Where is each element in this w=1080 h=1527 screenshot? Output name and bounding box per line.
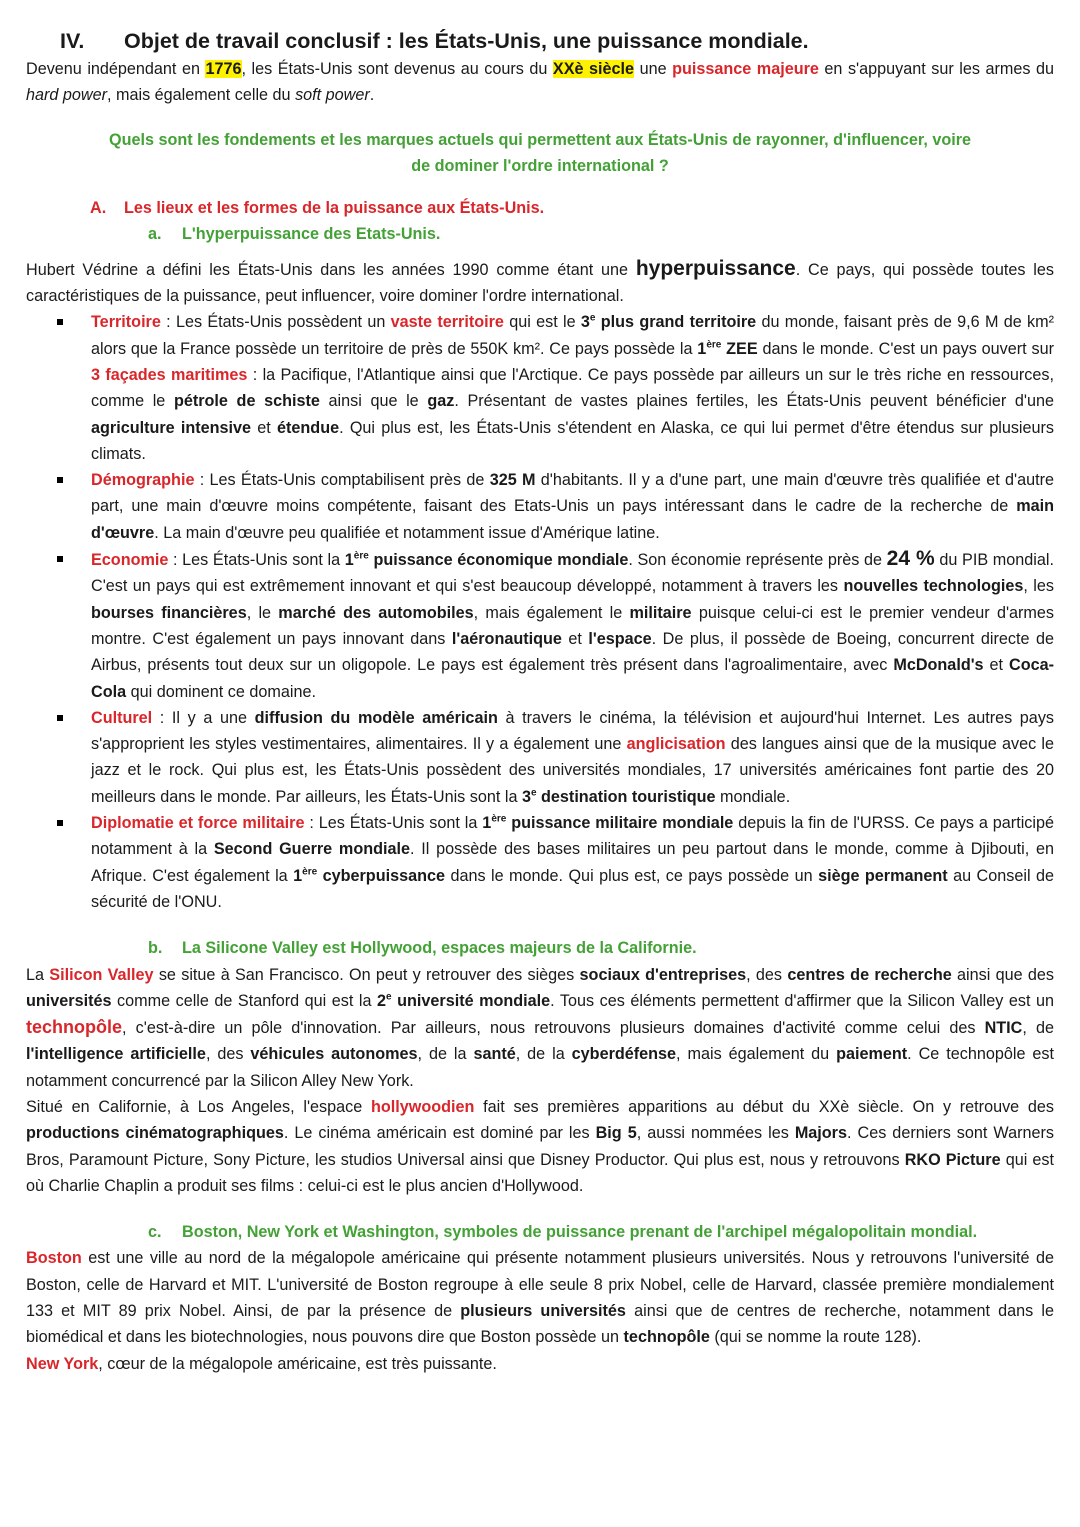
text: puisque celui-ci est le premier vendeur d'armes montre. C'est également un pays innovant dans xyxy=(91,603,1055,648)
keyword-red: anglicisation xyxy=(626,735,726,754)
keyword-bold: l'espace xyxy=(588,629,652,648)
text: qui est le xyxy=(503,313,581,332)
keyword-bold: l'aéronautique xyxy=(451,629,562,648)
text: université mondiale xyxy=(391,991,551,1010)
bullet-label: Culturel xyxy=(91,708,153,727)
keyword-red: puissance majeure xyxy=(672,60,819,78)
text: 1 xyxy=(697,339,707,358)
keyword-bold: militaire xyxy=(629,603,692,622)
text: puissance militaire mondiale xyxy=(506,814,734,833)
spacer xyxy=(26,915,1054,935)
text: comme celle de Stanford qui est la xyxy=(111,991,378,1010)
keyword-bold: marché des automobiles xyxy=(278,603,474,622)
text: . Présentant de vastes plaines fertiles, les États-Unis peuvent bénéficier d'une xyxy=(454,392,1054,411)
section-a-heading xyxy=(90,195,1054,221)
keyword-red: technopôle xyxy=(26,1017,123,1038)
text: dans le monde. C'est un pays ouvert sur xyxy=(757,339,1054,358)
keyword-bold xyxy=(377,992,550,1010)
text: La xyxy=(26,965,50,984)
keyword-red: New York xyxy=(26,1354,99,1373)
subsection-c-heading xyxy=(148,1219,1054,1245)
text: , c'est-à-dire un pôle d'innovation. Par ailleurs, nous retrouvons plusieurs domaines d'activité comme celui des xyxy=(122,1019,985,1038)
keyword-bold xyxy=(581,313,756,331)
keyword-bold: siège permanent xyxy=(818,866,948,885)
text: , mais également le xyxy=(473,603,630,622)
bullet-marker xyxy=(57,477,63,483)
bullet-marker xyxy=(57,319,63,325)
keyword-bold: RKO Picture xyxy=(904,1150,1001,1169)
superscript: e xyxy=(386,991,392,1003)
text: : Il y a une xyxy=(152,708,255,727)
text: d'habitants. Il y a d'une part, une main d'œuvre très qualifiée et d'autre part, une main d'œuvre moins compétente, faisant des Etats-Unis un pays intéressant dans le cadre de la recherche de xyxy=(91,471,1054,516)
bullet-marker xyxy=(57,556,63,562)
text: ainsi que de centres de recherche, notamment dans le biomédical et dans les biotechnologies, nous pouvons dire que Boston possède un xyxy=(26,1302,1054,1347)
keyword-bold: Majors xyxy=(794,1124,847,1143)
bullet-culturel xyxy=(26,705,1054,810)
text: ZEE xyxy=(721,339,758,358)
bullet-diplomatie xyxy=(26,810,1054,915)
bullet-territoire xyxy=(26,309,1054,467)
keyword-bold: sociaux d'entreprises xyxy=(579,965,747,984)
subsection-b-heading xyxy=(148,935,1054,961)
text: . La main d'œuvre peu qualifiée et notamment issue d'Amérique latine. xyxy=(154,523,660,542)
keyword-bold xyxy=(697,340,757,358)
text: , mais également celle du xyxy=(107,86,296,105)
keyword-bold: diffusion du modèle américain xyxy=(254,708,498,727)
text: , aussi nommées les xyxy=(636,1124,795,1143)
subsection-letter: a. xyxy=(148,225,162,244)
text: du monde, faisant près de 9,6 M de km² alors que la France possède un territoire de près de 550K km². Ce pays possède la xyxy=(91,313,1054,358)
text: . Son économie représente près de xyxy=(628,551,887,570)
keyword-bold xyxy=(482,814,733,832)
text: et xyxy=(251,418,278,437)
boston-paragraph xyxy=(26,1245,1054,1350)
keyword-red: Boston xyxy=(26,1249,82,1268)
text: , de la xyxy=(515,1045,572,1064)
superscript: ère xyxy=(353,550,369,562)
subsection-title: L'hyperpuissance des Etats-Unis. xyxy=(182,225,441,244)
text: , les xyxy=(1023,577,1054,596)
bullet-label: Economie xyxy=(91,551,169,570)
keyword-bold: paiement xyxy=(836,1045,908,1064)
keyword-bold: centres de recherche xyxy=(787,965,952,984)
keyword-big: hyperpuissance xyxy=(635,256,796,280)
keyword-bold: l'intelligence artificielle xyxy=(26,1045,206,1064)
text: Devenu indépendant en xyxy=(26,60,206,78)
keyword-bold xyxy=(293,867,445,885)
text: , les États-Unis sont devenus au cours du xyxy=(241,60,553,78)
text: . Ce pays, qui possède toutes les caractéristiques de la puissance, peut influencer, voire dominer l'ordre international. xyxy=(26,260,1054,306)
text: 3 xyxy=(580,313,590,332)
bullet-economie xyxy=(26,546,1054,705)
text: est une ville au nord de la mégalopole américaine qui présente notamment plusieurs universités. Nous y retrouvons l'université de Boston, celle de Harvard et MIT. L'université de Boston regroupe à elle seule 8 prix Nobel, celle de Harvard, classée première mondialement 133 et MIT 89 prix Nobel. Ainsi, de par la présence de xyxy=(26,1249,1054,1321)
superscript: ère xyxy=(491,813,507,825)
question-line-1: Quels sont les fondements et les marques actuels qui permettent aux États-Unis de rayonner, d'influencer, voire xyxy=(108,130,972,149)
text: et xyxy=(983,656,1010,675)
text: . Ce technopôle est notamment concurrencé par la Silicon Alley New York. xyxy=(26,1045,1054,1090)
hollywood-paragraph xyxy=(26,1094,1054,1199)
intro-paragraph xyxy=(26,56,1054,109)
text: fait ses premières apparitions au début du XXè siècle. On y retrouve des xyxy=(474,1097,1054,1116)
keyword-bold: McDonald's xyxy=(893,656,984,675)
text: . De plus, il possède de Boeing, concurrent directe de Airbus, présents tout deux sur un oligopole. Le pays est également très présent dans l'agroalimentaire, avec xyxy=(91,629,1054,675)
superscript: ère xyxy=(706,339,722,351)
highlight-century: XXè siècle xyxy=(552,60,635,78)
new-york-paragraph xyxy=(26,1351,1054,1377)
italic-term: hard power xyxy=(26,86,107,105)
text: . Ces derniers sont Warners Bros, Paramount Picture, Sony Picture, les studios Universal ainsi que Disney Productor. Qui plus est, nous y retrouvons xyxy=(26,1124,1054,1169)
section-letter: A. xyxy=(90,199,107,218)
bullet-label: Diplomatie et force militaire xyxy=(91,814,305,833)
bullet-label: Démographie xyxy=(91,471,195,490)
keyword-bold: main d'œuvre xyxy=(91,497,1054,542)
keyword-bold: Coca-Cola xyxy=(91,656,1054,701)
text: 1 xyxy=(344,551,354,570)
keyword-bold: véhicules autonomes xyxy=(250,1045,418,1064)
text: , cœur de la mégalopole américaine, est très puissante. xyxy=(98,1354,497,1373)
keyword-bold: étendue xyxy=(277,418,340,437)
text: : Les États-Unis sont la xyxy=(304,814,483,833)
text: mondiale. xyxy=(715,787,791,806)
text: . Tous ces éléments permettent d'affirmer que la Silicon Valley est un xyxy=(550,991,1054,1010)
text: . Qui plus est, les États-Unis s'étendent en Alaska, ce qui lui permet d'être étendus sur plusieurs climats. xyxy=(91,418,1055,463)
text: 1 xyxy=(482,814,492,833)
keyword-bold: 325 M xyxy=(489,471,536,490)
text: à travers le cinéma, la télévision et aujourd'hui Internet. Les autres pays s'approprient les styles vestimentaires, alimentaires. Il y a également une xyxy=(91,708,1054,754)
superscript: e xyxy=(530,787,537,799)
text: des langues ainsi que de la musique avec le jazz et le rock. Qui plus est, les États-Unis possèdent des universités mondiales, 17 universités américaines font partie des 20 meilleurs dans le monde. Par ailleurs, les États-Unis sont la xyxy=(91,735,1054,806)
keyword-bold: plusieurs universités xyxy=(460,1302,626,1321)
heading-number: IV. xyxy=(60,29,85,53)
text: . xyxy=(369,86,375,105)
keyword-red: hollywoodien xyxy=(370,1097,475,1116)
keyword-bold: nouvelles technologies xyxy=(843,577,1024,596)
text: destination touristique xyxy=(536,787,716,806)
text: ainsi que des xyxy=(951,965,1054,984)
keyword-bold: technopôle xyxy=(623,1328,710,1347)
problem-question xyxy=(26,127,1054,180)
subsection-letter: b. xyxy=(148,939,163,958)
text: du PIB mondial. C'est un pays qui est extrêmement innovant et qui s'est beaucoup développé, notamment à travers les xyxy=(91,551,1054,596)
text: au Conseil de sécurité de l'ONU. xyxy=(91,866,1054,911)
keyword-bold xyxy=(345,551,629,569)
subsection-a-heading xyxy=(148,221,1054,247)
main-heading xyxy=(60,26,1054,56)
keyword-bold: agriculture intensive xyxy=(91,418,252,437)
keyword-bold: gaz xyxy=(427,392,455,411)
superscript: ère xyxy=(302,866,318,878)
text: : Les États-Unis comptabilisent près de xyxy=(194,471,490,490)
section-title: Les lieux et les formes de la puissance aux États-Unis. xyxy=(124,199,545,218)
question-line-2: de dominer l'ordre international ? xyxy=(411,156,669,175)
text: depuis la fin de l'URSS. Ce pays a participé notamment à la xyxy=(91,814,1054,859)
keyword-bold: santé xyxy=(473,1045,516,1064)
text: , mais également du xyxy=(676,1045,837,1064)
text: et xyxy=(561,629,589,648)
text: dans le monde. Qui plus est, ce pays possède un xyxy=(445,866,819,885)
text: Hubert Védrine a défini les États-Unis dans les années 1990 comme étant une xyxy=(26,260,636,279)
bullet-demographie xyxy=(26,467,1054,546)
text: en s'appuyant sur les armes du xyxy=(818,60,1054,78)
silicon-valley-paragraph xyxy=(26,962,1054,1094)
keyword-bold: Big 5 xyxy=(595,1124,637,1143)
bullet-marker xyxy=(57,820,63,826)
text: 1 xyxy=(293,866,303,885)
keyword-bold: pétrole de schiste xyxy=(173,392,320,411)
keyword-big: 24 % xyxy=(886,547,935,571)
text: cyberpuissance xyxy=(317,866,445,885)
text: qui dominent ce domaine. xyxy=(126,682,316,701)
spacer xyxy=(26,1199,1054,1219)
text: , des xyxy=(746,965,788,984)
keyword-bold: productions cinématographiques xyxy=(26,1124,284,1143)
text: plus grand territoire xyxy=(595,313,757,332)
text: ainsi que le xyxy=(319,392,428,411)
keyword-bold xyxy=(522,788,716,806)
keyword-bold: cyberdéfense xyxy=(571,1045,677,1064)
text: se situe à San Francisco. On peut y retrouver des sièges xyxy=(153,965,580,984)
italic-term: soft power xyxy=(295,86,370,105)
text: (qui se nomme la route 128). xyxy=(709,1328,922,1347)
keyword-bold: Second Guerre mondiale xyxy=(213,840,410,859)
text: . Il possède des bases militaires un peu partout dans le monde, comme à Djibouti, en Afrique. C'est également la xyxy=(91,840,1054,885)
text: : la Pacifique, l'Atlantique ainsi que l'Arctique. Ce pays possède par ailleurs un sur le très riche en ressources, comme le xyxy=(91,365,1054,411)
bullet-marker xyxy=(57,715,63,721)
subsection-title: La Silicone Valley est Hollywood, espaces majeurs de la Californie. xyxy=(182,939,697,958)
text: 2 xyxy=(377,991,387,1010)
text: , des xyxy=(205,1045,251,1064)
text: . Le cinéma américain est dominé par les xyxy=(283,1124,596,1143)
keyword-bold: NTIC xyxy=(984,1019,1023,1038)
text: 3 xyxy=(521,787,531,806)
text: , le xyxy=(246,603,279,622)
keyword-red: 3 façades maritimes xyxy=(91,365,248,384)
text: une xyxy=(634,60,673,78)
subsection-title: Boston, New York et Washington, symboles de puissance prenant de l'archipel mégalopolitain mondial. xyxy=(182,1223,978,1242)
superscript: e xyxy=(589,312,596,324)
text: : Les États-Unis sont la xyxy=(168,551,345,570)
keyword-red: Silicon Valley xyxy=(49,965,154,984)
text: , de la xyxy=(417,1045,474,1064)
subsection-letter: c. xyxy=(148,1223,162,1242)
highlight-year: 1776 xyxy=(205,60,242,78)
bullet-label: Territoire xyxy=(91,313,161,332)
keyword-red: vaste territoire xyxy=(390,313,504,332)
text: , de xyxy=(1022,1019,1054,1038)
hyperpuissance-paragraph xyxy=(26,256,1054,310)
keyword-bold: universités xyxy=(26,991,112,1010)
text: Situé en Californie, à Los Angeles, l'espace xyxy=(26,1097,371,1116)
text: puissance économique mondiale xyxy=(368,551,629,570)
heading-text: Objet de travail conclusif : les États-Unis, une puissance mondiale. xyxy=(124,29,809,53)
text: : Les États-Unis possèdent un xyxy=(160,313,391,332)
text: qui est où Charlie Chaplin a produit ses films : celui-ci est le plus ancien d'Hollywood. xyxy=(26,1150,1054,1195)
keyword-bold: bourses financières xyxy=(91,603,247,622)
